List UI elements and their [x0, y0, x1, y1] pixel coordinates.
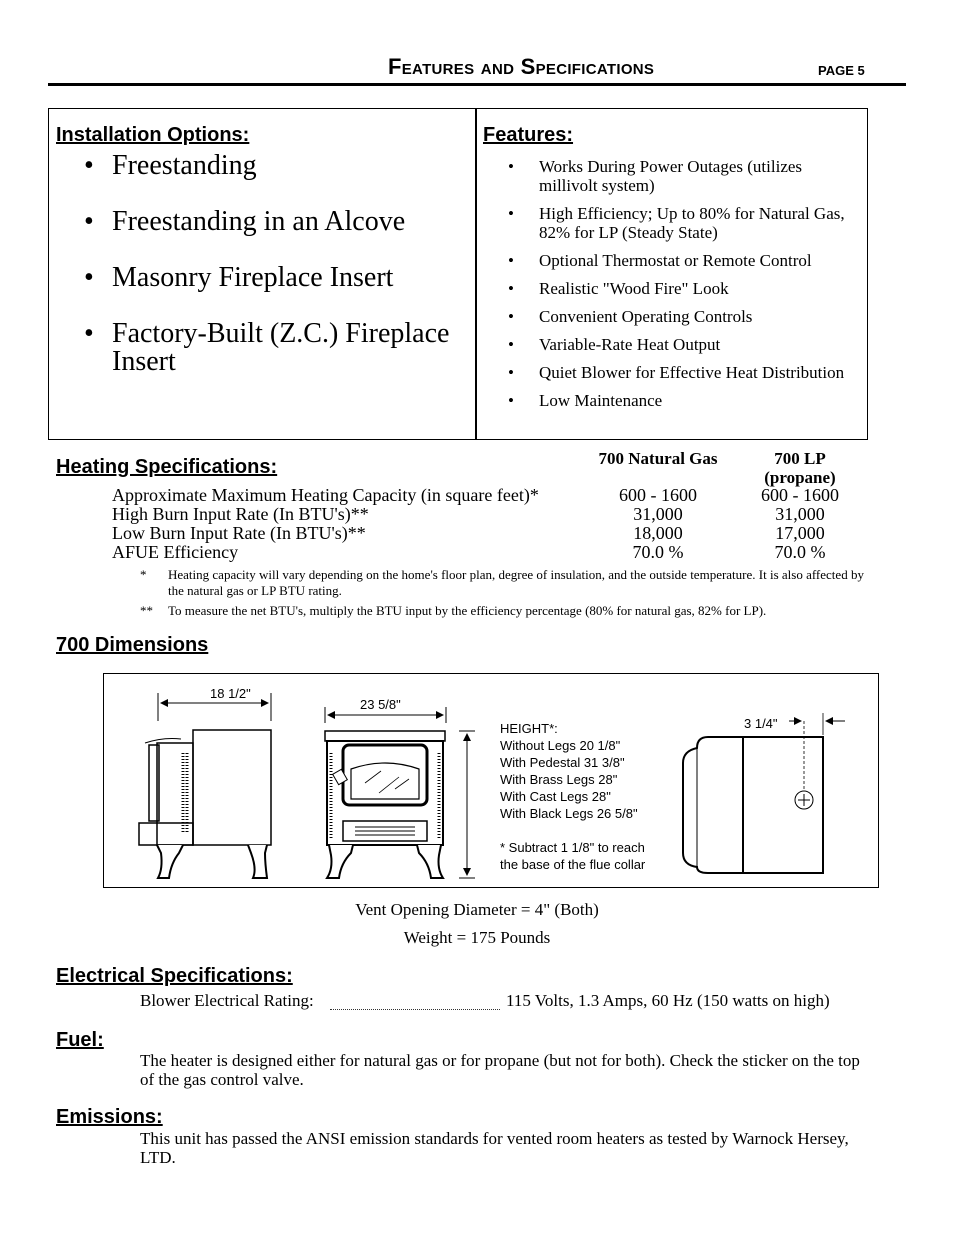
spec-label: AFUE Efficiency	[112, 542, 239, 562]
dimensions-heading: 700 Dimensions	[56, 634, 209, 656]
height-notes	[500, 720, 645, 873]
spec-value-lp: 70.0 %	[774, 542, 826, 562]
height-note: Without Legs 20 1/8"	[500, 738, 621, 753]
installation-option: • Masonry Fireplace Insert	[82, 264, 462, 292]
feature-item: • Realistic "Wood Fire" Look	[508, 279, 858, 298]
fuel-text: The heater is designed either for natural gas or for propane (but not for both). Check the sticker on the top of the gas control valve.	[140, 1051, 860, 1089]
blower-rating-value: 115 Volts, 1.3 Amps, 60 Hz (150 watts on high)	[506, 991, 830, 1010]
electrical-specifications-heading: Electrical Specifications:	[56, 965, 293, 987]
features-heading: Features:	[483, 124, 574, 146]
stove-front-view	[325, 731, 445, 878]
top-offset-label: 3 1/4"	[744, 716, 778, 731]
height-note: With Brass Legs 28"	[500, 772, 618, 787]
height-note: the base of the flue collar	[500, 857, 646, 872]
height-note: * Subtract 1 1/8" to reach	[500, 840, 645, 855]
footnote-mark: **	[140, 603, 153, 618]
installation-option: • Factory-Built (Z.C.) Fireplace Insert	[82, 320, 462, 376]
header-rule	[48, 83, 906, 86]
weight-text: Weight = 175 Pounds	[403, 928, 551, 947]
features-list	[508, 157, 858, 419]
spec-label: Low Burn Input Rate (In BTU's)**	[112, 523, 366, 543]
spec-value-ng: 18,000	[633, 523, 683, 543]
spec-value-lp: 31,000	[775, 504, 825, 524]
feature-item: • Quiet Blower for Effective Heat Distribution	[508, 363, 858, 382]
feature-item: • Low Maintenance	[508, 391, 858, 410]
spec-value-lp: 17,000	[775, 523, 825, 543]
height-note: HEIGHT*:	[500, 721, 558, 736]
spec-value-ng: 600 - 1600	[619, 485, 697, 505]
feature-item: • Works During Power Outages (utilizes millivolt system)	[508, 157, 858, 195]
heating-specifications-heading: Heating Specifications:	[56, 456, 278, 478]
spec-label: Approximate Maximum Heating Capacity (in square feet)*	[112, 485, 539, 505]
spec-label: High Burn Input Rate (In BTU's)**	[112, 504, 369, 524]
spec-value-ng: 70.0 %	[632, 542, 684, 562]
dimensions-diagram	[103, 673, 879, 888]
fuel-heading: Fuel:	[56, 1029, 104, 1051]
box-divider	[475, 108, 477, 440]
feature-item: • Convenient Operating Controls	[508, 307, 858, 326]
side-width-label: 18 1/2"	[210, 686, 251, 701]
installation-option: • Freestanding in an Alcove	[82, 208, 462, 236]
lp-column-header: 700 LP (propane)	[764, 449, 836, 487]
installation-option: • Freestanding	[82, 152, 462, 180]
page-number: PAGE 5	[818, 63, 865, 78]
height-note: With Cast Legs 28"	[500, 789, 611, 804]
stove-top-view	[683, 713, 845, 873]
footnote	[140, 567, 868, 601]
footnote-text: Heating capacity will vary depending on the home's floor plan, degree of insulation, and the outside temperature. It is also affected by the natural gas or LP BTU rating.	[168, 567, 864, 598]
installation-options-heading: Installation Options:	[56, 124, 250, 146]
emissions-heading: Emissions:	[56, 1106, 163, 1128]
blower-rating-label: Blower Electrical Rating:	[140, 991, 314, 1010]
height-dimension	[459, 731, 475, 878]
stove-side-view	[139, 730, 271, 878]
footnote-text: To measure the net BTU's, multiply the BTU input by the efficiency percentage (80% for natural gas, 82% for LP).	[168, 603, 767, 618]
height-note-spacer	[500, 822, 645, 839]
footnote-mark: *	[140, 567, 147, 582]
vent-opening-text: Vent Opening Diameter = 4" (Both)	[355, 900, 599, 919]
feature-item: • High Efficiency; Up to 80% for Natural Gas, 82% for LP (Steady State)	[508, 204, 858, 242]
footnote	[140, 603, 868, 621]
height-note: With Black Legs 26 5/8"	[500, 806, 638, 821]
page-title: Features and Specifications	[388, 54, 655, 79]
dot-leader	[330, 1009, 500, 1010]
feature-item: • Variable-Rate Heat Output	[508, 335, 858, 354]
feature-item: • Optional Thermostat or Remote Control	[508, 251, 858, 270]
blower-rating-row	[140, 991, 868, 1013]
installation-options-list	[82, 152, 462, 404]
spec-value-ng: 31,000	[633, 504, 683, 524]
front-width-label: 23 5/8"	[360, 697, 401, 712]
spec-value-lp: 600 - 1600	[761, 485, 839, 505]
natural-gas-column-header: 700 Natural Gas	[598, 449, 718, 468]
height-note: With Pedestal 31 3/8"	[500, 755, 625, 770]
emissions-text: This unit has passed the ANSI emission standards for vented room heaters as tested by Warnock Hersey, LTD.	[140, 1129, 849, 1167]
